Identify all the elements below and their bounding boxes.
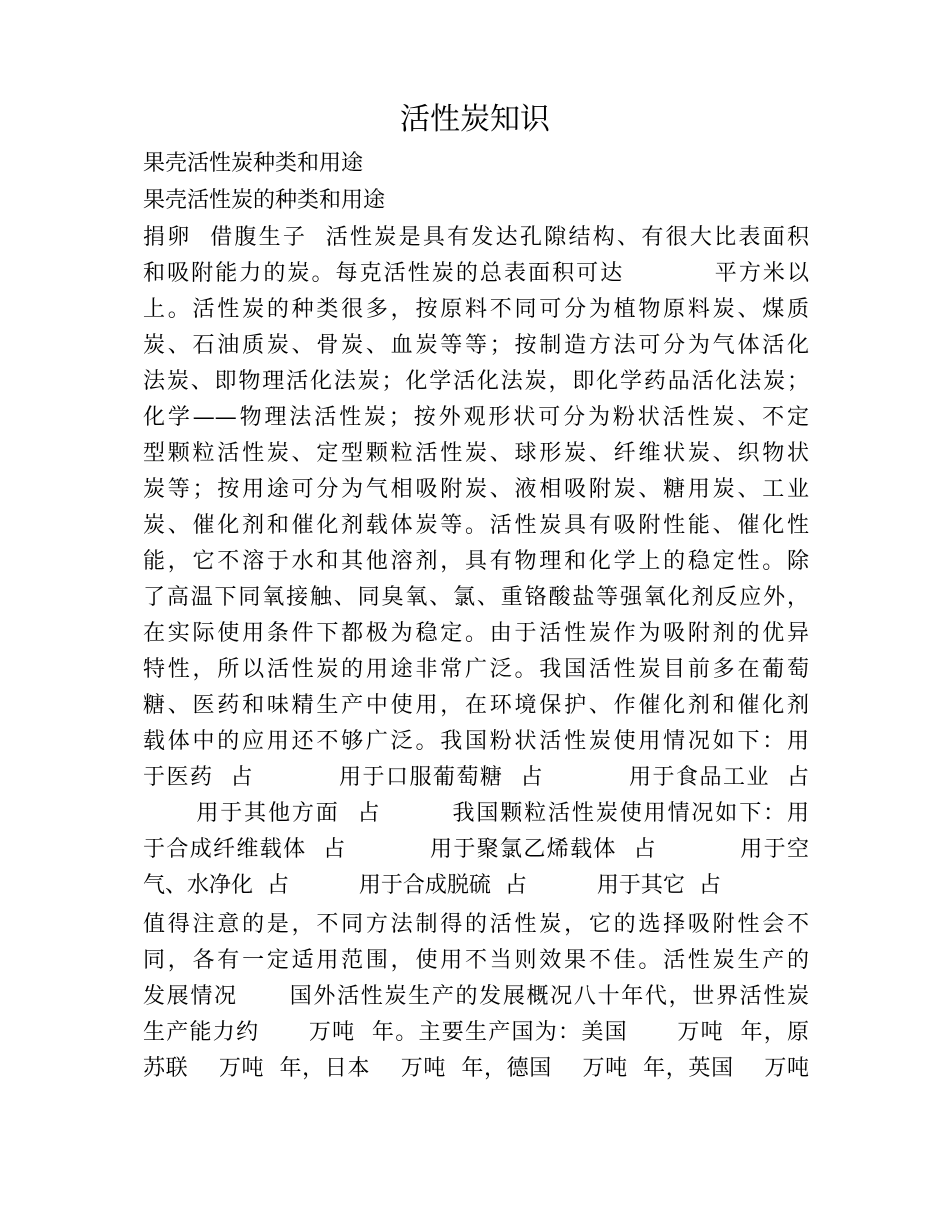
section-heading: 果壳活性炭种类和用途 <box>143 151 364 176</box>
page-title: 活性炭知识 <box>400 102 550 137</box>
paragraph-line: 法炭、即物理活化法炭；化学活化法炭，即化学药品活化法炭； <box>143 369 809 394</box>
paragraph-line: 炭、催化剂和催化剂载体炭等。活性炭具有吸附性能、催化性 <box>143 513 809 538</box>
paragraph-line: 能，它不溶于水和其他溶剂，具有物理和化学上的稳定性。除 <box>143 549 809 574</box>
paragraph-line: 生产能力约 万吨 年。主要生产国为：美国 万吨 年，原 <box>143 1020 809 1045</box>
paragraph-line: 载体中的应用还不够广泛。我国粉状活性炭使用情况如下：用 <box>143 729 809 754</box>
paragraph-line: 苏联 万吨 年，日本 万吨 年，德国 万吨 年，英国 万吨 <box>143 1056 809 1081</box>
paragraph-line: 在实际使用条件下都极为稳定。由于活性炭作为吸附剂的优异 <box>143 621 809 646</box>
paragraph-line: 值得注意的是，不同方法制得的活性炭，它的选择吸附性会不 <box>143 912 809 937</box>
paragraph-line: 特性，所以活性炭的用途非常广泛。我国活性炭目前多在葡萄 <box>143 657 809 682</box>
paragraph-line: 发展情况 国外活性炭生产的发展概况八十年代，世界活性炭 <box>143 984 809 1009</box>
paragraph-line: 于医药 占 用于口服葡萄糖 占 用于食品工业 占 <box>143 765 809 790</box>
paragraph-line: 用于其他方面 占 我国颗粒活性炭使用情况如下：用 <box>143 801 809 826</box>
paragraph-line: 炭等；按用途可分为气相吸附炭、液相吸附炭、糖用炭、工业 <box>143 477 809 502</box>
paragraph-line: 捐卵 借腹生子 活性炭是具有发达孔隙结构、有很大比表面积 <box>143 225 809 250</box>
paragraph-line: 炭、石油质炭、骨炭、血炭等等；按制造方法可分为气体活化 <box>143 333 809 358</box>
paragraph-line: 上。活性炭的种类很多，按原料不同可分为植物原料炭、煤质 <box>143 297 809 322</box>
paragraph-line: 和吸附能力的炭。每克活性炭的总表面积可达 平方米以 <box>143 261 809 286</box>
section-subheading: 果壳活性炭的种类和用途 <box>143 188 386 213</box>
paragraph-line: 气、水净化 占 用于合成脱硫 占 用于其它 占 <box>143 873 721 898</box>
paragraph-line: 化学——物理法活性炭；按外观形状可分为粉状活性炭、不定 <box>143 405 809 430</box>
paragraph-line: 型颗粒活性炭、定型颗粒活性炭、球形炭、纤维状炭、织物状 <box>143 441 809 466</box>
paragraph-line: 于合成纤维载体 占 用于聚氯乙烯载体 占 用于空 <box>143 837 809 862</box>
paragraph-line: 了高温下同氧接触、同臭氧、氯、重铬酸盐等强氧化剂反应外， <box>143 585 809 610</box>
paragraph-line: 糖、医药和味精生产中使用，在环境保护、作催化剂和催化剂 <box>143 693 809 718</box>
paragraph-line: 同，各有一定适用范围，使用不当则效果不佳。活性炭生产的 <box>143 948 809 973</box>
